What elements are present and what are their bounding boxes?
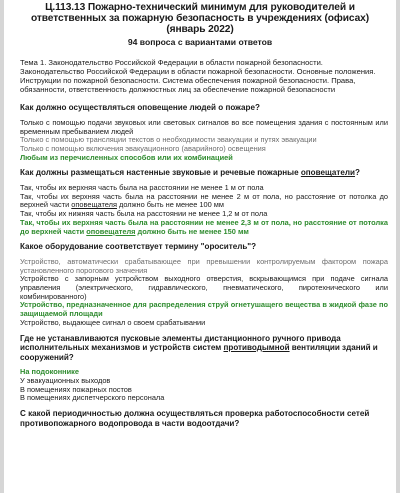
answer-option: Только с помощью трансляции текстов о необходимости эвакуации и путях эвакуации xyxy=(20,135,317,145)
document-subtitle: 94 вопроса с вариантами ответов xyxy=(127,37,273,47)
answer-option: В помещениях диспетчерского персонала xyxy=(20,393,165,403)
document-page xyxy=(4,0,396,493)
answer-list xyxy=(20,368,388,403)
correct-answer: Так, чтобы их верхняя часть была на расстоянии не менее 2,3 м от пола, но расстояние от потолка до верхней части оповещателя должно быть не менее 150 мм xyxy=(20,217,388,236)
answer-option: Устройство с запорным устройством выходного отверстия, вскрывающимся при подаче сигнала управления (электрического, гидравлического, пневматического, пиротехнического или комбинированного) xyxy=(20,274,388,301)
answer-option: Устройство, автоматически срабатывающее при превышении контролируемым фактором пожара установленного порогового значения xyxy=(20,256,388,275)
question-text: Как должны размещаться настенные звуковые и речевые пожарные оповещатели? xyxy=(20,168,360,178)
answer-list xyxy=(20,119,388,163)
answer-list xyxy=(20,258,388,328)
answer-option: Только с помощью включения эвакуационного (аварийного) освещения xyxy=(20,144,266,154)
correct-answer: Устройство, предназначенное для распределения струй огнетушащего вещества в жидкой фазе по защищаемой площади xyxy=(20,300,388,319)
answer-option: Так, чтобы их нижняя часть была на расстоянии не менее 1,2 м от пола xyxy=(20,209,268,219)
question-text: С какой периодичностью должна осуществляться проверка работоспособности сетей противопожарного водопровода в части водоотдачи? xyxy=(20,409,370,428)
answer-list xyxy=(20,184,388,236)
answer-option: В помещениях пожарных постов xyxy=(20,384,132,394)
question-text: Где не устанавливаются пусковые элементы дистанционного ручного привода исполнительных механизмов и устройств систем противодымной вентиляции зданий и сооружений? xyxy=(20,333,378,362)
question-block xyxy=(4,168,396,236)
question-text: Какое оборудование соответствует термину "ороситель"? xyxy=(20,242,257,252)
answer-option: Так, чтобы их верхняя часть была на расстоянии не менее 1 м от пола xyxy=(20,183,264,193)
document-title: Ц.113.13 Пожарно-технический минимум для руководителей и ответственных за пожарную безопасность в учреждениях (офисах) (январь 2022) xyxy=(31,2,369,35)
correct-answer: Любым из перечисленных способов или их комбинацией xyxy=(20,152,233,162)
question-block xyxy=(4,242,396,327)
question-block xyxy=(4,334,396,404)
answer-option: У эвакуационных выходов xyxy=(20,376,111,385)
topic-description: Тема 1. Законодательство Российской Федерации в области пожарной безопасности. Законодательство Российской Федерации в области пожарной безопасности. Основные положения. Инструкции по пожарной безопасности. Система обеспечения пожарной безопасности. Права, обязанности, ответственность должностных лиц за обеспечение пожарной безопасности xyxy=(20,58,376,95)
question-text: Как должно осуществляться оповещение людей о пожаре? xyxy=(20,103,260,113)
question-block xyxy=(4,103,396,162)
answer-option: Так, чтобы их верхняя часть была на расстоянии не менее 2 м от пола, но расстояние от потолка до верхней части оповещателя должно быть не менее 100 мм xyxy=(20,191,388,210)
answer-option: Только с помощью подачи звуковых или световых сигналов во все помещения здания с постоянным или временным пребыванием людей xyxy=(20,117,388,136)
answer-option: Устройство, выдающее сигнал о своем срабатывании xyxy=(20,317,206,327)
correct-answer: На подоконнике xyxy=(20,367,79,377)
question-block xyxy=(4,409,396,428)
